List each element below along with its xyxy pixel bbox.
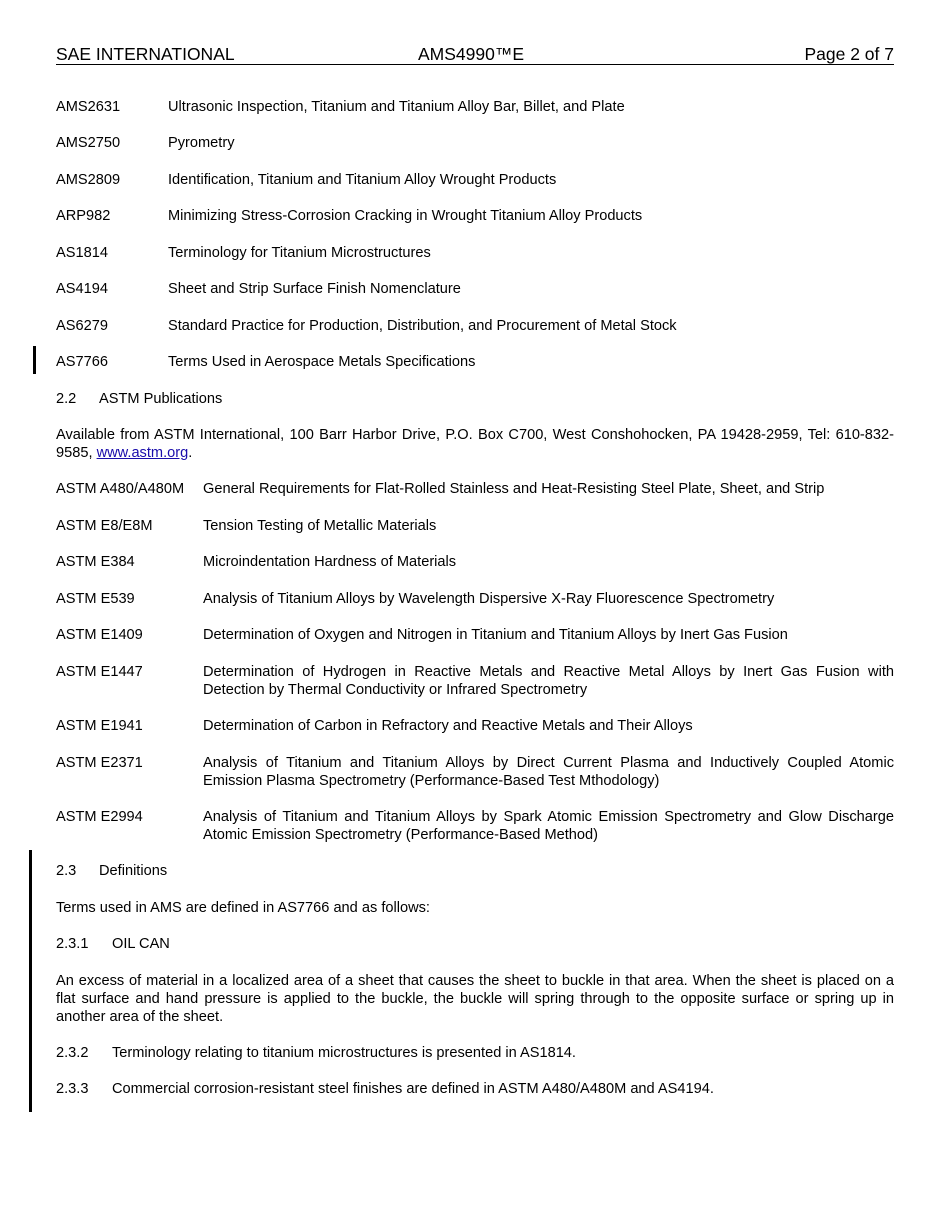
reference-title: Analysis of Titanium and Titanium Alloys by Spark Atomic Emission Spectrometry and Glow Discharge Atomic Emission Spectrometry (Performance-Based Method): [203, 809, 894, 843]
reference-code: ASTM E2994: [56, 809, 143, 825]
reference-title: Identification, Titanium and Titanium Alloy Wrought Products: [168, 172, 557, 188]
reference-code: AS1814: [56, 245, 108, 261]
definitions-intro: Terms used in AMS are defined in AS7766 and as follows:: [56, 900, 430, 916]
astm-website-link[interactable]: www.astm.org: [96, 445, 189, 461]
oil-can-definition: An excess of material in a localized area of a sheet that causes the sheet to buckle in that area. When the sheet is placed on a flat surface and hand pressure is applied to the buckle, the buckle will spring through to the opposite surface or spring up in another area of the sheet.: [56, 973, 894, 1025]
reference-title: Standard Practice for Production, Distribution, and Procurement of Metal Stock: [168, 318, 677, 334]
reference-code: AS6279: [56, 318, 108, 334]
reference-code: ASTM A480/A480M: [56, 481, 185, 497]
subsection-text: Commercial corrosion-resistant steel finishes are defined in ASTM A480/A480M and AS4194.: [112, 1081, 714, 1097]
reference-code: ASTM E1941: [56, 718, 143, 734]
section-title: Definitions: [99, 863, 168, 879]
subsection-text: Terminology relating to titanium microstructures is presented in AS1814.: [112, 1045, 576, 1061]
reference-title: Determination of Oxygen and Nitrogen in Titanium and Titanium Alloys by Inert Gas Fusion: [203, 627, 788, 643]
change-bar: [33, 346, 36, 374]
reference-title: Tension Testing of Metallic Materials: [203, 518, 437, 534]
astm-availability-paragraph: [56, 426, 894, 462]
reference-code: AMS2809: [56, 172, 121, 188]
availability-text: Available from ASTM International, 100 Barr Harbor Drive, P.O. Box C700, West Conshohocken, PA 19428-2959, Tel: 610-832-9585,: [56, 427, 894, 461]
section-number: 2.2: [56, 391, 77, 407]
reference-title: Pyrometry: [168, 135, 235, 151]
reference-code: AMS2631: [56, 99, 121, 115]
subsection-number: 2.3.1: [56, 936, 89, 952]
availability-period: .: [188, 445, 193, 461]
change-bar: [29, 850, 32, 1112]
reference-code: ASTM E539: [56, 591, 135, 607]
subsection-title: OIL CAN: [112, 936, 170, 952]
section-title: ASTM Publications: [99, 391, 223, 407]
reference-code: AS7766: [56, 354, 108, 370]
reference-code: ASTM E2371: [56, 755, 143, 771]
reference-code: ASTM E384: [56, 554, 135, 570]
reference-title: General Requirements for Flat-Rolled Stainless and Heat-Resisting Steel Plate, Sheet, and Strip: [203, 481, 825, 497]
reference-code: ASTM E1409: [56, 627, 143, 643]
reference-title: Terms Used in Aerospace Metals Specifications: [168, 354, 476, 370]
reference-title: Analysis of Titanium Alloys by Wavelength Dispersive X-Ray Fluorescence Spectrometry: [203, 591, 775, 607]
reference-title: Terminology for Titanium Microstructures: [168, 245, 431, 261]
header-page-number: Page 2 of 7: [804, 44, 894, 64]
reference-title: Sheet and Strip Surface Finish Nomenclature: [168, 281, 461, 297]
reference-title: Ultrasonic Inspection, Titanium and Titanium Alloy Bar, Billet, and Plate: [168, 99, 625, 115]
reference-title: Determination of Carbon in Refractory and Reactive Metals and Their Alloys: [203, 718, 693, 734]
reference-code: ASTM E1447: [56, 664, 143, 680]
subsection-number: 2.3.3: [56, 1081, 89, 1097]
reference-code: AS4194: [56, 281, 108, 297]
section-number: 2.3: [56, 863, 77, 879]
reference-code: ASTM E8/E8M: [56, 518, 153, 534]
subsection-number: 2.3.2: [56, 1045, 89, 1061]
reference-title: Analysis of Titanium and Titanium Alloys by Direct Current Plasma and Inductively Coupled Atomic Emission Plasma Spectrometry (Performance-Based Test Mthodology): [203, 755, 894, 789]
page-header: [56, 44, 894, 65]
header-doc-id: AMS4990™E: [418, 44, 525, 64]
reference-title: Determination of Hydrogen in Reactive Metals and Reactive Metal Alloys by Inert Gas Fusion with Detection by Thermal Conductivity or Infrared Spectrometry: [203, 664, 894, 698]
reference-title: Microindentation Hardness of Materials: [203, 554, 457, 570]
reference-code: AMS2750: [56, 135, 121, 151]
reference-code: ARP982: [56, 208, 111, 224]
reference-title: Minimizing Stress-Corrosion Cracking in Wrought Titanium Alloy Products: [168, 208, 643, 224]
header-org: SAE INTERNATIONAL: [56, 44, 235, 64]
